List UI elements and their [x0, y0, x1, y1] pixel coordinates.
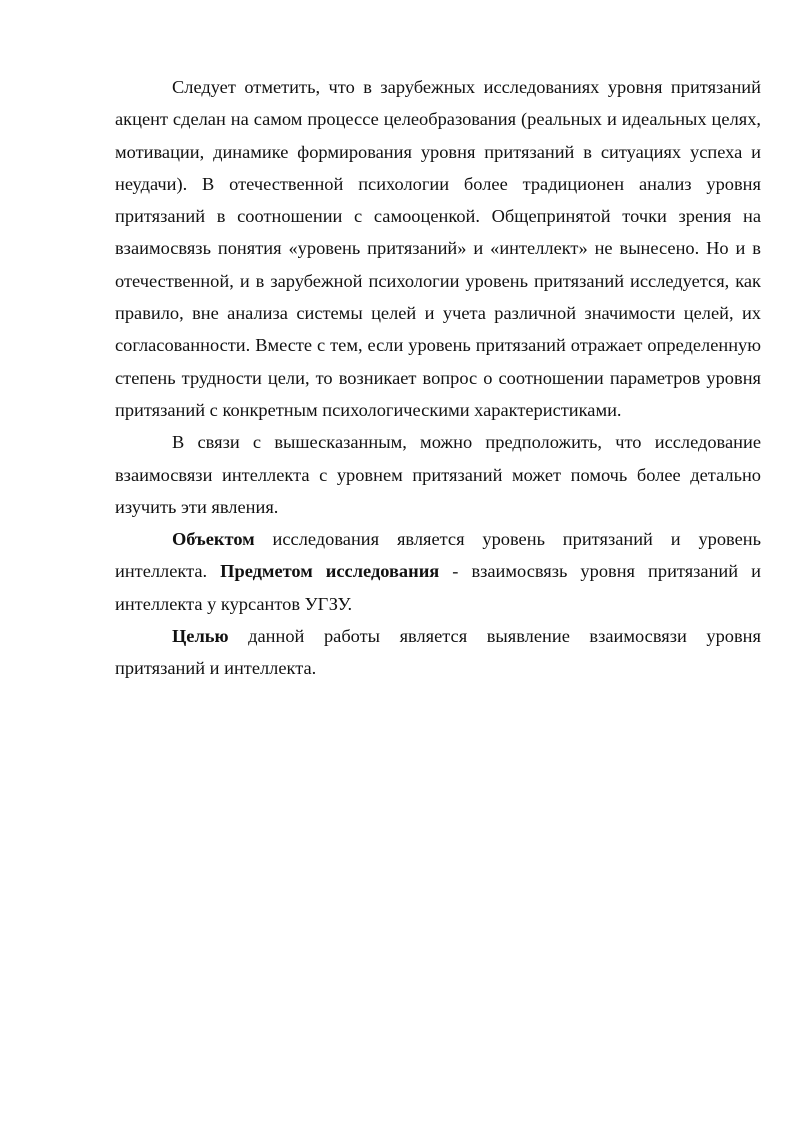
subject-text: - взаимосвязь уровня притязаний и интеллекта у курсантов УГЗУ. — [115, 561, 761, 614]
paragraph-context-text: Следует отметить, что в зарубежных исследованиях уровня притязаний акцент сделан на самом процессе целеобразования (реальных и идеальных целях, мотивации, динамике формирования уровня притязаний в ситуациях успеха и неудачи). В отечественной психологии более традиционен анализ уровня притязаний в соотношении с самооценкой. Общепринятой точки зрения на взаимосвязь понятия «уровень притязаний» и «интеллект» не вынесено. Но и в отечественной, и в зарубежной психологии уровень притязаний исследуется, как правило, вне анализа системы целей и учета различной значимости целей, их согласованности. Вместе с тем, если уровень притязаний отражает определенную степень трудности цели, то возникает вопрос о соотношении параметров уровня притязаний с конкретным психологическими характеристиками. — [115, 77, 761, 420]
goal-term: Целью — [172, 626, 229, 647]
paragraph-hypothesis — [115, 426, 761, 523]
paragraph-hypothesis-text: В связи с вышесказанным, можно предположить, что исследование взаимосвязи интеллекта с уровнем притязаний может помочь более детально изучить эти явления. — [115, 432, 761, 517]
object-text: исследования является уровень притязаний и уровень интеллекта. — [115, 529, 761, 582]
paragraph-object-subject — [115, 523, 761, 620]
document-body — [115, 71, 761, 685]
paragraph-goal — [115, 620, 761, 685]
object-term: Объектом — [172, 529, 255, 550]
subject-term: Предметом исследования — [220, 561, 440, 582]
paragraph-context — [115, 71, 761, 426]
goal-text: данной работы является выявление взаимосвязи уровня притязаний и интеллекта. — [115, 626, 761, 679]
